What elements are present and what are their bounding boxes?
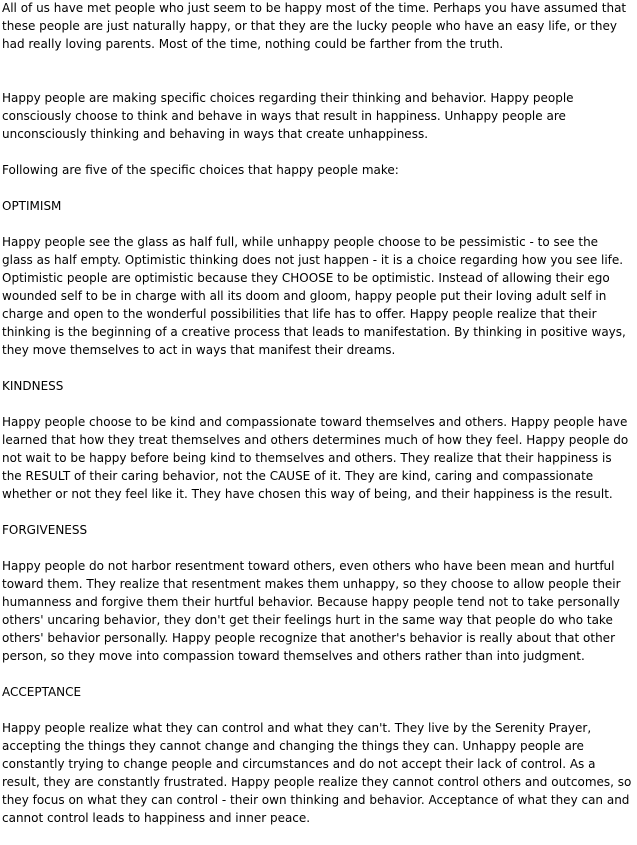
section-body: Happy people choose to be kind and compassionate toward themselves and others. Happy people have learned that how they treat themselves and others determines much of how they feel. Happy people do not wait to be happy before being kind to themselves and others. They realize that their happiness is the RESULT of their caring behavior, not the CAUSE of it. They are kind, caring and compassionate whether or not they feel like it. They have chosen this way of being, and their happiness is the result.: [2, 415, 629, 501]
section-heading: OPTIMISM: [2, 199, 62, 213]
section-body: Happy people do not harbor resentment toward others, even others who have been mean and hurtful toward them. They realize that resentment makes them unhappy, so they choose to allow people their humanness and forgive them their hurtful behavior. Because happy people tend not to take personally others' uncaring behavior, they don't get their feelings hurt in the same way that people do who take others' behavior personally. Happy people recognize that another's behavior is really about that other person, so they move into compassion toward themselves and others rather than into judgment.: [2, 559, 621, 663]
section-acceptance: [2, 683, 632, 827]
section-optimism: [2, 197, 632, 359]
section-heading: KINDNESS: [2, 379, 64, 393]
intro-paragraph-1: All of us have met people who just seem to be happy most of the time. Perhaps you have assumed that these people are just naturally happy, or that they are the lucky people who have an easy life, or they had really loving parents. Most of the time, nothing could be farther from the truth.: [2, 1, 627, 51]
section-body: Happy people realize what they can control and what they can't. They live by the Serenity Prayer, accepting the things they cannot change and changing the things they can. Unhappy people are constantly trying to change people and circumstances and do not accept their lack of control. As a result, they are constantly frustrated. Happy people realize they cannot control others and outcomes, so they focus on what they can control - their own thinking and behavior. Acceptance of what they can and cannot control leads to happiness and inner peace.: [2, 721, 632, 825]
intro-paragraph-3: Following are five of the specific choices that happy people make:: [2, 163, 399, 177]
section-heading: ACCEPTANCE: [2, 685, 82, 699]
section-heading: FORGIVENESS: [2, 523, 88, 537]
section-kindness: [2, 377, 632, 503]
section-body: Happy people see the glass as half full, while unhappy people choose to be pessimistic - to see the glass as half empty. Optimistic thinking does not just happen - it is a choice regarding how you see life. Optimistic people are optimistic because they CHOOSE to be optimistic. Instead of allowing their ego wounded self to be in charge with all its doom and gloom, happy people put their loving adult self in charge and open to the wonderful possibilities that life has to offer. Happy people realize that their thinking is the beginning of a creative process that leads to manifestation. By thinking in positive ways, they move themselves to act in ways that manifest their dreams.: [2, 235, 626, 357]
section-forgiveness: [2, 521, 632, 665]
intro-paragraph-2: Happy people are making specific choices regarding their thinking and behavior. Happy people consciously choose to think and behave in ways that result in happiness. Unhappy people are unconsciously thinking and behaving in ways that create unhappiness.: [2, 91, 574, 141]
article: [2, 0, 632, 845]
